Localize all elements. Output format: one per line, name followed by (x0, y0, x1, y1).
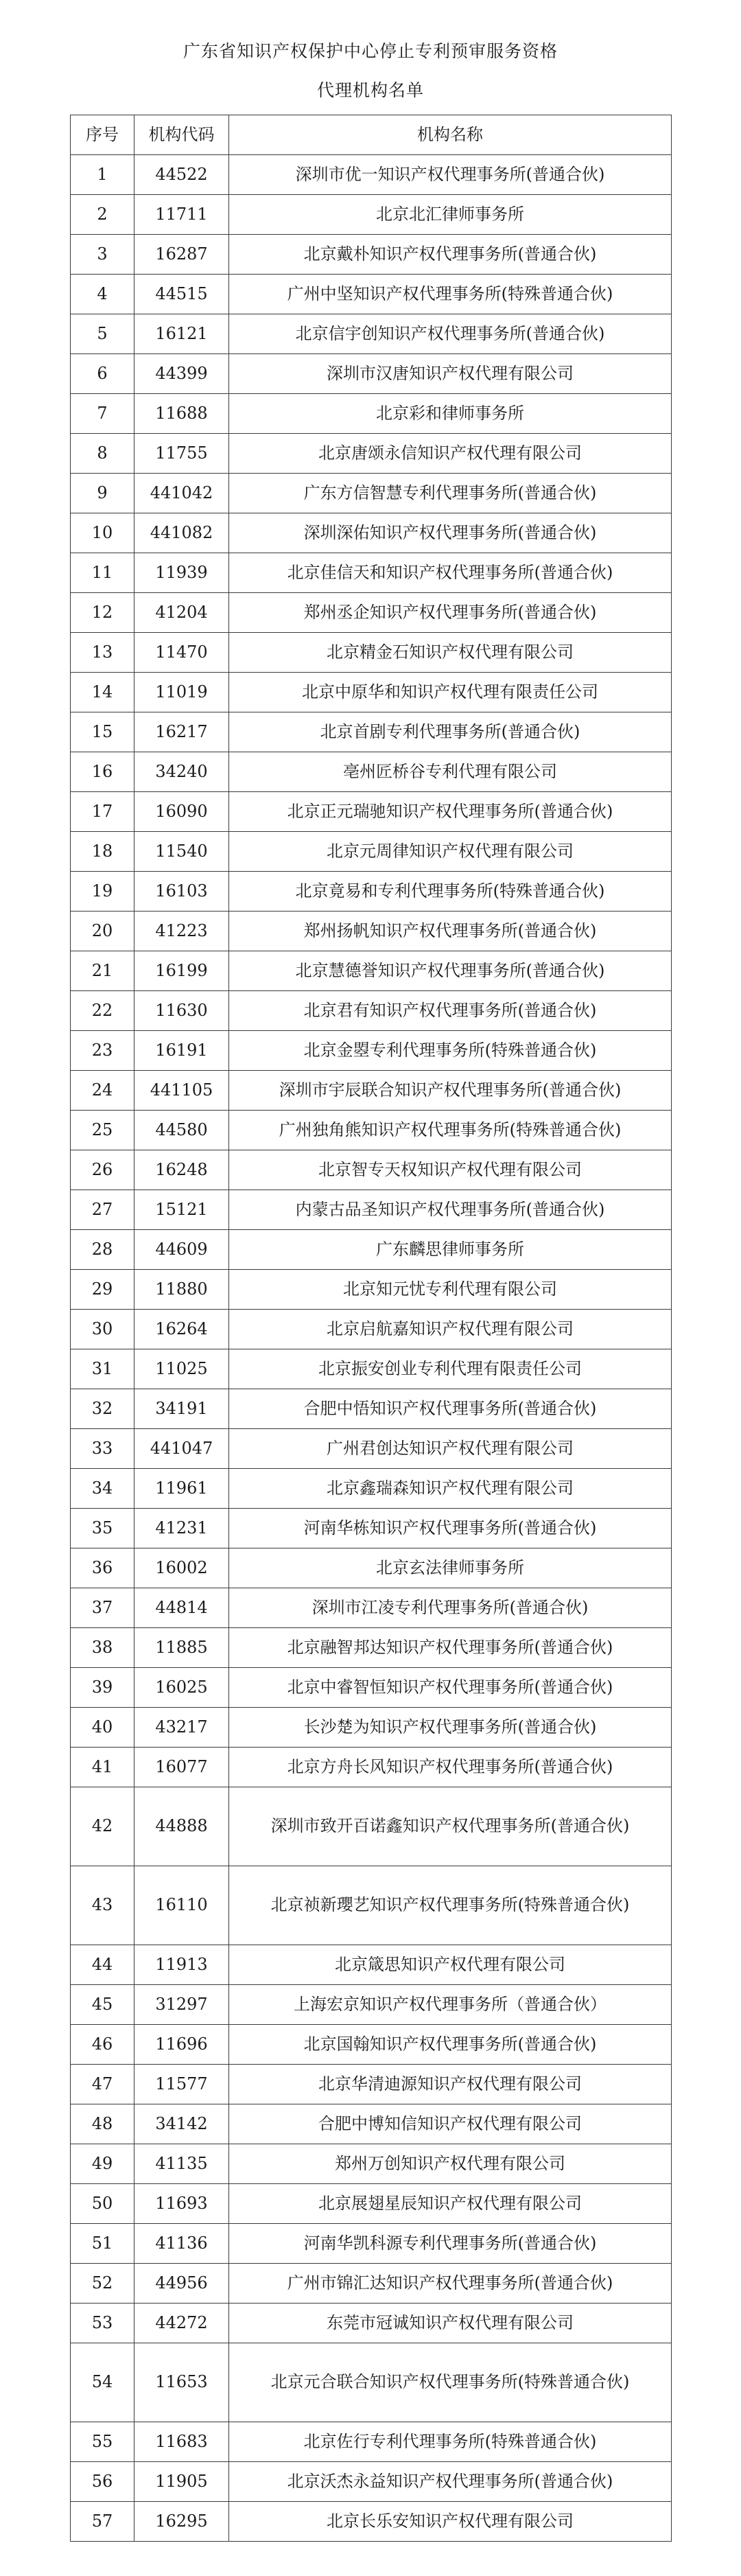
row-code-cell: 34240 (134, 752, 229, 791)
row-name-cell: 长沙楚为知识产权代理事务所(普通合伙) (229, 1707, 672, 1747)
table-row (71, 951, 672, 990)
row-name-cell: 北京知元忧专利代理有限公司 (229, 1269, 672, 1309)
row-name-cell: 北京箴思知识产权代理有限公司 (229, 1945, 672, 1984)
table-row (71, 1190, 672, 1229)
row-name-cell: 北京正元瑞驰知识产权代理事务所(普通合伙) (229, 791, 672, 831)
row-seq-cell: 11 (71, 553, 134, 592)
row-code-cell: 16248 (134, 1150, 229, 1190)
document-title: 广东省知识产权保护中心停止专利预审服务资格 (183, 41, 558, 61)
table-row (71, 712, 672, 752)
row-seq-cell: 26 (71, 1150, 134, 1190)
row-seq-cell: 57 (71, 2501, 134, 2541)
table-row (71, 1588, 672, 1627)
row-name-cell: 内蒙古品圣知识产权代理事务所(普通合伙) (229, 1190, 672, 1229)
row-name-cell: 北京方舟长风知识产权代理事务所(普通合伙) (229, 1747, 672, 1787)
table-row (71, 274, 672, 314)
row-code-cell: 34191 (134, 1389, 229, 1428)
table-row (71, 1110, 672, 1150)
row-name-cell: 北京振安创业专利代理有限责任公司 (229, 1349, 672, 1389)
row-seq-cell: 30 (71, 1309, 134, 1349)
row-name-cell: 北京唐颂永信知识产权代理有限公司 (229, 433, 672, 473)
table-row (71, 1945, 672, 1984)
row-seq-cell: 56 (71, 2461, 134, 2501)
table-row (71, 513, 672, 553)
row-code-cell: 16121 (134, 314, 229, 353)
row-seq-cell: 35 (71, 1508, 134, 1548)
row-code-cell: 16103 (134, 871, 229, 911)
row-name-cell: 深圳市汉唐知识产权代理有限公司 (229, 353, 672, 393)
row-seq-cell: 23 (71, 1030, 134, 1070)
table-header-row (71, 115, 672, 155)
table-row (71, 672, 672, 712)
row-seq-cell: 5 (71, 314, 134, 353)
row-seq-cell: 7 (71, 393, 134, 433)
header-code: 机构代码 (134, 115, 229, 155)
row-seq-cell: 42 (71, 1787, 134, 1866)
row-code-cell: 44609 (134, 1229, 229, 1269)
row-name-cell: 北京北汇律师事务所 (229, 194, 672, 234)
row-seq-cell: 39 (71, 1667, 134, 1707)
row-code-cell: 41204 (134, 592, 229, 632)
table-row (71, 553, 672, 592)
row-name-cell: 广州市锦汇达知识产权代理事务所(普通合伙) (229, 2263, 672, 2303)
row-name-cell: 深圳深佑知识产权代理事务所(普通合伙) (229, 513, 672, 553)
row-seq-cell: 12 (71, 592, 134, 632)
row-code-cell: 41135 (134, 2144, 229, 2183)
row-name-cell: 河南华凯科源专利代理事务所(普通合伙) (229, 2223, 672, 2263)
table-row (71, 2104, 672, 2144)
row-code-cell: 16077 (134, 1747, 229, 1787)
row-code-cell: 16199 (134, 951, 229, 990)
row-code-cell: 11939 (134, 553, 229, 592)
table-row (71, 592, 672, 632)
row-code-cell: 44814 (134, 1588, 229, 1627)
row-name-cell: 亳州匠桥谷专利代理有限公司 (229, 752, 672, 791)
row-name-cell: 河南华栋知识产权代理事务所(普通合伙) (229, 1508, 672, 1548)
row-seq-cell: 24 (71, 1070, 134, 1110)
table-row (71, 393, 672, 433)
row-code-cell: 441105 (134, 1070, 229, 1110)
row-seq-cell: 52 (71, 2263, 134, 2303)
row-code-cell: 11683 (134, 2422, 229, 2461)
row-code-cell: 11019 (134, 672, 229, 712)
row-code-cell: 43217 (134, 1707, 229, 1747)
table-row (71, 1866, 672, 1945)
row-seq-cell: 49 (71, 2144, 134, 2183)
row-name-cell: 郑州扬帆知识产权代理事务所(普通合伙) (229, 911, 672, 951)
row-name-cell: 北京华清迪源知识产权代理有限公司 (229, 2064, 672, 2104)
table-row (71, 2144, 672, 2183)
row-name-cell: 北京长乐安知识产权代理有限公司 (229, 2501, 672, 2541)
row-seq-cell: 18 (71, 831, 134, 871)
row-name-cell: 北京戴朴知识产权代理事务所(普通合伙) (229, 234, 672, 274)
table-row (71, 433, 672, 473)
row-seq-cell: 53 (71, 2303, 134, 2343)
row-code-cell: 11913 (134, 1945, 229, 1984)
row-name-cell: 北京中睿智恒知识产权代理事务所(普通合伙) (229, 1667, 672, 1707)
table-row (71, 1984, 672, 2024)
row-name-cell: 北京国翰知识产权代理事务所(普通合伙) (229, 2024, 672, 2064)
row-name-cell: 深圳市宇辰联合知识产权代理事务所(普通合伙) (229, 1070, 672, 1110)
row-name-cell: 北京信宇创知识产权代理事务所(普通合伙) (229, 314, 672, 353)
table-row (71, 1548, 672, 1588)
row-code-cell: 16090 (134, 791, 229, 831)
row-name-cell: 广东方信智慧专利代理事务所(普通合伙) (229, 473, 672, 513)
row-code-cell: 16110 (134, 1866, 229, 1945)
row-name-cell: 北京首剧专利代理事务所(普通合伙) (229, 712, 672, 752)
table-row (71, 1627, 672, 1667)
table-row (71, 1508, 672, 1548)
row-code-cell: 31297 (134, 1984, 229, 2024)
row-name-cell: 北京彩和律师事务所 (229, 393, 672, 433)
row-seq-cell: 45 (71, 1984, 134, 2024)
table-row (71, 1150, 672, 1190)
row-code-cell: 44399 (134, 353, 229, 393)
row-seq-cell: 19 (71, 871, 134, 911)
row-name-cell: 北京君有知识产权代理事务所(普通合伙) (229, 990, 672, 1030)
row-code-cell: 441042 (134, 473, 229, 513)
row-seq-cell: 38 (71, 1627, 134, 1667)
row-code-cell: 11630 (134, 990, 229, 1030)
table-row (71, 2303, 672, 2343)
row-code-cell: 16287 (134, 234, 229, 274)
row-code-cell: 11470 (134, 632, 229, 672)
table-row (71, 1747, 672, 1787)
table-row (71, 353, 672, 393)
row-code-cell: 16217 (134, 712, 229, 752)
row-name-cell: 东莞市冠诚知识产权代理有限公司 (229, 2303, 672, 2343)
row-code-cell: 11696 (134, 2024, 229, 2064)
table-row (71, 831, 672, 871)
row-code-cell: 41231 (134, 1508, 229, 1548)
row-name-cell: 上海宏京知识产权代理事务所（普通合伙） (229, 1984, 672, 2024)
document-subtitle: 代理机构名单 (316, 80, 424, 100)
table-row (71, 1030, 672, 1070)
row-name-cell: 北京鑫瑞森知识产权代理有限公司 (229, 1468, 672, 1508)
row-seq-cell: 31 (71, 1349, 134, 1389)
row-code-cell: 11885 (134, 1627, 229, 1667)
row-seq-cell: 34 (71, 1468, 134, 1508)
table-row (71, 1428, 672, 1468)
row-seq-cell: 55 (71, 2422, 134, 2461)
row-seq-cell: 8 (71, 433, 134, 473)
row-name-cell: 深圳市江凌专利代理事务所(普通合伙) (229, 1588, 672, 1627)
row-code-cell: 11711 (134, 194, 229, 234)
row-name-cell: 郑州万创知识产权代理有限公司 (229, 2144, 672, 2183)
table-row (71, 871, 672, 911)
row-code-cell: 44522 (134, 154, 229, 194)
row-name-cell: 深圳市优一知识产权代理事务所(普通合伙) (229, 154, 672, 194)
row-seq-cell: 41 (71, 1747, 134, 1787)
row-seq-cell: 40 (71, 1707, 134, 1747)
table-row (71, 1787, 672, 1866)
row-seq-cell: 50 (71, 2183, 134, 2223)
row-code-cell: 441047 (134, 1428, 229, 1468)
table-row (71, 1389, 672, 1428)
row-seq-cell: 29 (71, 1269, 134, 1309)
row-seq-cell: 16 (71, 752, 134, 791)
row-seq-cell: 51 (71, 2223, 134, 2263)
table-row (71, 1229, 672, 1269)
row-seq-cell: 25 (71, 1110, 134, 1150)
row-name-cell: 合肥中博知信知识产权代理有限公司 (229, 2104, 672, 2144)
row-seq-cell: 14 (71, 672, 134, 712)
row-name-cell: 北京玄法律师事务所 (229, 1548, 672, 1588)
row-seq-cell: 28 (71, 1229, 134, 1269)
row-name-cell: 合肥中悟知识产权代理事务所(普通合伙) (229, 1389, 672, 1428)
row-code-cell: 11880 (134, 1269, 229, 1309)
table-row (71, 752, 672, 791)
table-row (71, 154, 672, 194)
row-name-cell: 北京竟易和专利代理事务所(特殊普通合伙) (229, 871, 672, 911)
row-seq-cell: 15 (71, 712, 134, 752)
table-body (71, 154, 672, 2541)
row-code-cell: 44888 (134, 1787, 229, 1866)
table-row (71, 1269, 672, 1309)
row-seq-cell: 13 (71, 632, 134, 672)
row-code-cell: 44580 (134, 1110, 229, 1150)
row-name-cell: 北京展翅星辰知识产权代理有限公司 (229, 2183, 672, 2223)
table-row (71, 314, 672, 353)
row-seq-cell: 2 (71, 194, 134, 234)
table-row (71, 632, 672, 672)
table-row (71, 1468, 672, 1508)
table-row (71, 1070, 672, 1110)
row-seq-cell: 32 (71, 1389, 134, 1428)
row-name-cell: 北京慧德誉知识产权代理事务所(普通合伙) (229, 951, 672, 990)
row-name-cell: 北京佳信天和知识产权代理事务所(普通合伙) (229, 553, 672, 592)
row-name-cell: 广州君创达知识产权代理有限公司 (229, 1428, 672, 1468)
row-code-cell: 11540 (134, 831, 229, 871)
row-seq-cell: 37 (71, 1588, 134, 1627)
row-code-cell: 11577 (134, 2064, 229, 2104)
row-seq-cell: 6 (71, 353, 134, 393)
row-seq-cell: 1 (71, 154, 134, 194)
table-row (71, 2461, 672, 2501)
table-row (71, 1309, 672, 1349)
row-seq-cell: 27 (71, 1190, 134, 1229)
row-name-cell: 北京元合联合知识产权代理事务所(特殊普通合伙) (229, 2343, 672, 2422)
row-name-cell: 广东麟思律师事务所 (229, 1229, 672, 1269)
row-code-cell: 44956 (134, 2263, 229, 2303)
table-row (71, 2343, 672, 2422)
row-seq-cell: 33 (71, 1428, 134, 1468)
table-row (71, 473, 672, 513)
row-seq-cell: 22 (71, 990, 134, 1030)
table-row (71, 990, 672, 1030)
row-seq-cell: 47 (71, 2064, 134, 2104)
table-row (71, 234, 672, 274)
row-code-cell: 16295 (134, 2501, 229, 2541)
row-name-cell: 北京精金石知识产权代理有限公司 (229, 632, 672, 672)
table-row (71, 2263, 672, 2303)
row-code-cell: 34142 (134, 2104, 229, 2144)
row-seq-cell: 20 (71, 911, 134, 951)
row-code-cell: 11905 (134, 2461, 229, 2501)
row-name-cell: 郑州丞企知识产权代理事务所(普通合伙) (229, 592, 672, 632)
row-code-cell: 16191 (134, 1030, 229, 1070)
row-name-cell: 北京智专天权知识产权代理有限公司 (229, 1150, 672, 1190)
row-name-cell: 北京元周律知识产权代理有限公司 (229, 831, 672, 871)
row-name-cell: 广州独角熊知识产权代理事务所(特殊普通合伙) (229, 1110, 672, 1150)
row-seq-cell: 48 (71, 2104, 134, 2144)
row-code-cell: 16002 (134, 1548, 229, 1588)
row-code-cell: 11755 (134, 433, 229, 473)
row-code-cell: 11961 (134, 1468, 229, 1508)
row-name-cell: 北京中原华和知识产权代理有限责任公司 (229, 672, 672, 712)
row-code-cell: 44272 (134, 2303, 229, 2343)
table-row (71, 2422, 672, 2461)
table-row (71, 2223, 672, 2263)
row-code-cell: 41223 (134, 911, 229, 951)
row-seq-cell: 36 (71, 1548, 134, 1588)
agency-table (70, 115, 672, 2542)
table-row (71, 1349, 672, 1389)
row-code-cell: 11653 (134, 2343, 229, 2422)
table-row (71, 2064, 672, 2104)
row-code-cell: 41136 (134, 2223, 229, 2263)
row-name-cell: 广州中坚知识产权代理事务所(特殊普通合伙) (229, 274, 672, 314)
row-code-cell: 11693 (134, 2183, 229, 2223)
row-code-cell: 11025 (134, 1349, 229, 1389)
table-row (71, 2024, 672, 2064)
table-row (71, 911, 672, 951)
row-seq-cell: 46 (71, 2024, 134, 2064)
row-seq-cell: 9 (71, 473, 134, 513)
row-name-cell: 北京融智邦达知识产权代理事务所(普通合伙) (229, 1627, 672, 1667)
row-name-cell: 北京启航嘉知识产权代理有限公司 (229, 1309, 672, 1349)
table-row (71, 2183, 672, 2223)
row-code-cell: 441082 (134, 513, 229, 553)
row-seq-cell: 21 (71, 951, 134, 990)
table-row (71, 2501, 672, 2541)
row-seq-cell: 17 (71, 791, 134, 831)
row-seq-cell: 54 (71, 2343, 134, 2422)
row-name-cell: 深圳市致开百诺鑫知识产权代理事务所(普通合伙) (229, 1787, 672, 1866)
table-row (71, 1667, 672, 1707)
table-row (71, 791, 672, 831)
header-seq: 序号 (71, 115, 134, 155)
table-row (71, 1707, 672, 1747)
row-seq-cell: 3 (71, 234, 134, 274)
row-code-cell: 11688 (134, 393, 229, 433)
row-code-cell: 44515 (134, 274, 229, 314)
row-seq-cell: 44 (71, 1945, 134, 1984)
row-name-cell: 北京金曌专利代理事务所(特殊普通合伙) (229, 1030, 672, 1070)
row-seq-cell: 43 (71, 1866, 134, 1945)
header-name: 机构名称 (229, 115, 672, 155)
row-name-cell: 北京祯新瓔艺知识产权代理事务所(特殊普通合伙) (229, 1866, 672, 1945)
row-name-cell: 北京沃杰永益知识产权代理事务所(普通合伙) (229, 2461, 672, 2501)
table-row (71, 194, 672, 234)
row-code-cell: 16025 (134, 1667, 229, 1707)
row-seq-cell: 10 (71, 513, 134, 553)
row-code-cell: 16264 (134, 1309, 229, 1349)
row-name-cell: 北京佐行专利代理事务所(特殊普通合伙) (229, 2422, 672, 2461)
row-code-cell: 15121 (134, 1190, 229, 1229)
row-seq-cell: 4 (71, 274, 134, 314)
